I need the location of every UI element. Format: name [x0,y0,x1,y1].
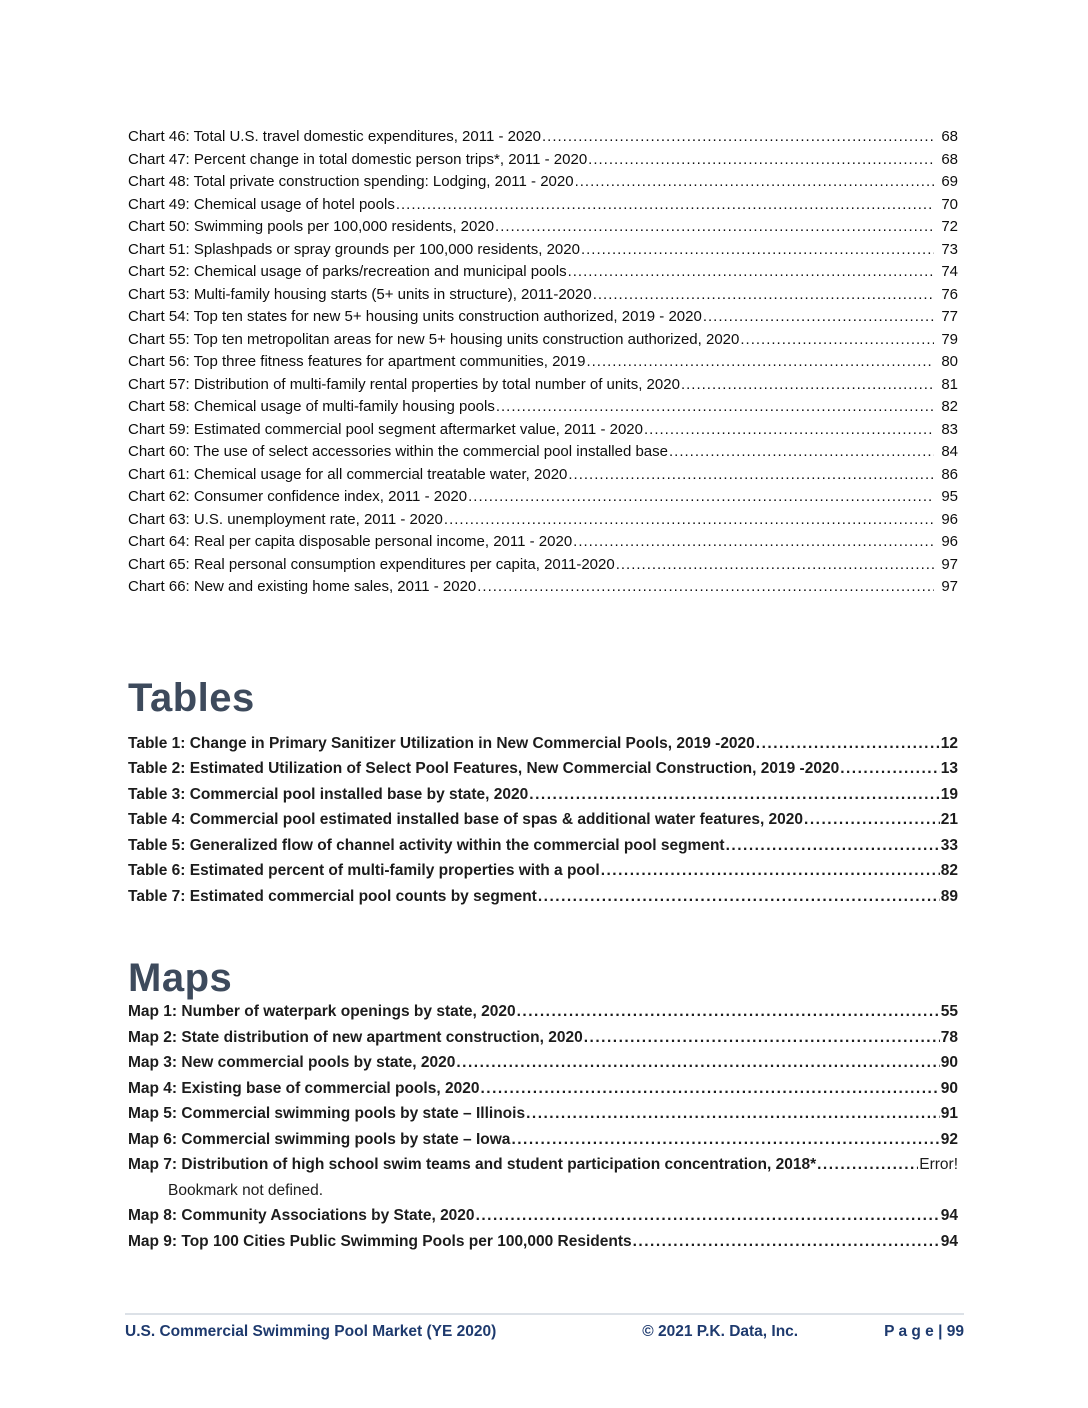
toc-entry-label: Table 6: Estimated percent of multi-family properties with a pool [128,862,600,879]
page-footer [125,1313,964,1341]
toc-entry-page: 86 [941,465,958,483]
toc-entry-label: Chart 64: Real per capita disposable personal income, 2011 - 2020 [128,533,573,550]
toc-entry-page: 12 [940,734,958,752]
tables-heading: Tables [128,675,255,720]
toc-entry-page: 94 [940,1207,958,1224]
toc-entry-label: Map 2: State distribution of new apartment construction, 2020 [128,1028,583,1046]
toc-entry[interactable] [128,1050,958,1076]
dot-leader [840,756,940,782]
toc-entry-label: Chart 47: Percent change in total domestic person trips*, 2011 - 2020 [128,150,588,168]
toc-entry[interactable] [128,833,958,859]
toc-entry[interactable] [128,858,958,884]
toc-entry-label: Table 4: Commercial pool estimated installed base of spas & additional water features, 2020 [128,811,804,828]
toc-entry-page: 97 [941,578,958,595]
dot-leader [616,554,935,577]
dot-leader [511,1127,939,1153]
toc-entry-page: 89 [940,887,958,905]
tables-toc-list [128,731,958,910]
toc-entry-page: 13 [940,760,958,777]
toc-entry-label: Chart 61: Chemical usage for all commercial treatable water, 2020 [128,465,568,483]
toc-entry-page: 90 [940,1054,958,1071]
dot-leader [468,486,934,509]
toc-entry-page: 33 [940,836,958,854]
dot-leader [601,858,940,884]
dot-leader [644,419,934,442]
toc-entry-label: Table 5: Generalized flow of channel activity within the commercial pool segment [128,836,725,854]
toc-entry-page: 80 [941,353,958,370]
dot-leader [581,239,934,262]
toc-entry[interactable] [128,126,958,149]
toc-entry-page: 96 [941,533,958,550]
toc-entry[interactable] [128,554,958,577]
dot-leader [669,441,934,464]
toc-entry[interactable] [128,396,958,419]
toc-entry-page: 90 [940,1079,958,1097]
toc-entry-page: 95 [941,488,958,505]
toc-entry-page: 92 [940,1130,958,1148]
toc-entry[interactable] [128,1101,958,1127]
toc-entry-page: 96 [941,510,958,528]
toc-entry-page: 78 [940,1028,958,1046]
dot-leader [517,999,940,1025]
toc-entry-label: Chart 56: Top three fitness features for apartment communities, 2019 [128,353,586,370]
dot-leader [480,1076,939,1102]
toc-entry-label: Table 1: Change in Primary Sanitizer Utilization in New Commercial Pools, 2019 -2020 [128,734,755,752]
dot-leader [444,509,934,532]
dot-leader [476,1203,940,1229]
toc-entry-label: Chart 66: New and existing home sales, 2011 - 2020 [128,578,477,595]
dot-leader [633,1229,940,1255]
toc-entry-page: 82 [941,398,958,415]
toc-entry-page: 19 [940,785,958,803]
dot-leader [568,464,934,487]
toc-entry-page: 55 [940,1003,958,1020]
toc-entry[interactable] [128,807,958,833]
toc-entry-label: Map 9: Top 100 Cities Public Swimming Pools per 100,000 Residents [128,1232,632,1250]
dot-leader [703,306,934,329]
charts-toc-list [128,0,958,599]
toc-entry-label: Chart 53: Multi-family housing starts (5+ units in structure), 2011-2020 [128,285,592,303]
toc-entry[interactable] [128,194,958,217]
toc-entry[interactable] [128,419,958,442]
toc-entry-label: Chart 50: Swimming pools per 100,000 residents, 2020 [128,218,495,235]
toc-entry-page: 74 [941,263,958,280]
dot-leader [588,149,934,172]
toc-entry-label: Chart 54: Top ten states for new 5+ housing units construction authorized, 2019 - 2020 [128,308,702,325]
dot-leader [817,1152,918,1178]
toc-entry-label: Chart 58: Chemical usage of multi-family housing pools [128,398,495,415]
dot-leader [538,884,940,910]
toc-entry[interactable] [128,1229,958,1255]
toc-entry-page: 68 [941,150,958,168]
toc-entry-note: Bookmark not defined. [168,1181,324,1199]
maps-toc-list [128,999,958,1254]
dot-leader [529,782,939,808]
maps-heading: Maps [128,956,233,1000]
toc-entry[interactable] [128,999,958,1025]
dot-leader [568,261,935,284]
toc-entry-label: Map 8: Community Associations by State, 2020 [128,1207,475,1224]
toc-entry[interactable] [128,374,958,397]
footer-page-number: P a g e | 99 [884,1323,964,1340]
toc-entry[interactable] [128,329,958,352]
toc-entry-label: Chart 55: Top ten metropolitan areas for new 5+ housing units construction authorized, 2020 [128,330,740,348]
toc-entry[interactable] [128,216,958,239]
toc-entry-page: 76 [941,285,958,303]
toc-entry-label: Map 7: Distribution of high school swim teams and student participation concentration, 2018* [128,1156,817,1173]
toc-entry-page: 69 [941,173,958,190]
toc-entry-label: Map 5: Commercial swimming pools by state – Illinois [128,1105,526,1122]
dot-leader [542,126,934,149]
dot-leader [573,531,934,554]
dot-leader [575,171,935,194]
dot-leader [804,807,940,833]
dot-leader [495,216,934,239]
toc-entry[interactable] [128,306,958,329]
toc-entry[interactable] [128,441,958,464]
toc-entry-page: 77 [941,308,958,325]
dot-leader [396,194,934,217]
toc-entry-page: 82 [940,862,958,879]
toc-entry[interactable] [128,1203,958,1229]
toc-entry-page: 97 [941,555,958,573]
toc-entry-page: 81 [941,375,958,393]
toc-entry-page: 94 [940,1232,958,1250]
dot-leader [526,1101,940,1127]
toc-entry-label: Chart 60: The use of select accessories within the commercial pool installed base [128,443,668,460]
toc-entry-label: Map 4: Existing base of commercial pools, 2020 [128,1079,480,1097]
toc-entry[interactable] [128,1127,958,1153]
dot-leader [740,329,934,352]
toc-entry-page: 79 [941,330,958,348]
toc-entry-label: Chart 63: U.S. unemployment rate, 2011 - 2020 [128,510,443,528]
toc-entry[interactable] [128,782,958,808]
toc-entry[interactable] [128,509,958,532]
toc-entry[interactable] [128,239,958,262]
toc-entry[interactable] [128,1152,958,1178]
toc-entry[interactable] [128,576,958,599]
dot-leader [681,374,934,397]
toc-entry-page: 70 [941,195,958,213]
toc-entry-page: 91 [940,1105,958,1122]
toc-entry-label: Chart 48: Total private construction spending: Lodging, 2011 - 2020 [128,173,574,190]
toc-entry[interactable] [128,171,958,194]
toc-entry[interactable] [128,486,958,509]
footer-copyright: © 2021 P.K. Data, Inc. [642,1323,799,1340]
dot-leader [496,396,934,419]
toc-entry[interactable] [128,284,958,307]
toc-entry-page: 68 [941,128,958,145]
toc-entry-page: 72 [941,218,958,235]
toc-entry[interactable] [128,1025,958,1051]
toc-entry-label: Chart 51: Splashpads or spray grounds per 100,000 residents, 2020 [128,240,580,258]
toc-entry-label: Chart 49: Chemical usage of hotel pools [128,195,395,213]
dot-leader [586,351,934,374]
toc-entry[interactable] [128,1076,958,1102]
toc-entry[interactable] [128,756,958,782]
dot-leader [756,731,940,757]
toc-entry-page: 73 [941,240,958,258]
toc-entry[interactable] [128,531,958,554]
toc-entry-label: Table 3: Commercial pool installed base by state, 2020 [128,785,529,803]
toc-entry[interactable] [128,731,958,757]
dot-leader [456,1050,939,1076]
toc-entry[interactable] [128,464,958,487]
toc-entry-label: Chart 46: Total U.S. travel domestic expenditures, 2011 - 2020 [128,128,542,145]
toc-entry-label: Map 1: Number of waterpark openings by state, 2020 [128,1003,516,1020]
toc-entry[interactable] [128,351,958,374]
toc-entry-label: Chart 65: Real personal consumption expenditures per capita, 2011-2020 [128,555,615,573]
toc-entry-label: Chart 59: Estimated commercial pool segment aftermarket value, 2011 - 2020 [128,420,643,438]
toc-entry[interactable] [128,149,958,172]
dot-leader [477,576,934,599]
toc-entry-label: Map 6: Commercial swimming pools by state – Iowa [128,1130,511,1148]
toc-entry-page: 83 [941,420,958,438]
toc-entry-label: Table 2: Estimated Utilization of Select Pool Features, New Commercial Construction, 2019 -2020 [128,760,840,777]
toc-entry-page: Error! [919,1156,958,1173]
dot-leader [584,1025,940,1051]
toc-entry-label: Chart 62: Consumer confidence index, 2011 - 2020 [128,488,468,505]
toc-entry-label: Map 3: New commercial pools by state, 2020 [128,1054,456,1071]
dot-leader [726,833,940,859]
toc-entry-label: Table 7: Estimated commercial pool counts by segment [128,887,537,905]
toc-entry[interactable] [128,261,958,284]
toc-entry-page: 84 [941,443,958,460]
dot-leader [593,284,935,307]
toc-entry[interactable] [128,884,958,910]
toc-entry-page: 21 [940,811,958,828]
toc-entry-label: Chart 52: Chemical usage of parks/recreation and municipal pools [128,263,567,280]
toc-entry-label: Chart 57: Distribution of multi-family rental properties by total number of units, 2020 [128,375,680,393]
footer-report-title: U.S. Commercial Swimming Pool Market (YE 2020) [125,1323,497,1340]
